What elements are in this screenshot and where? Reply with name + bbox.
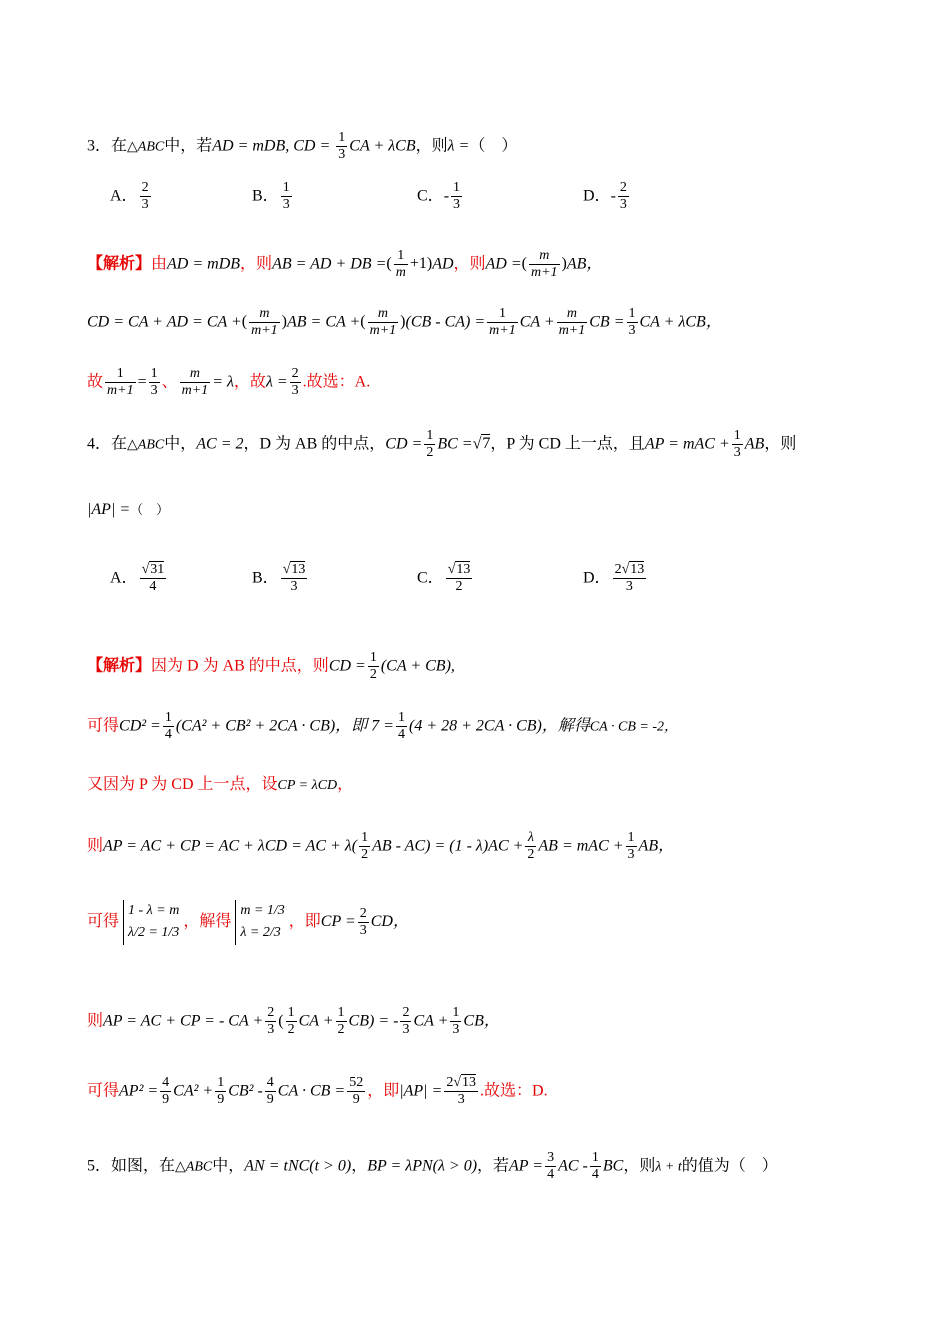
- q3-stem: 3．在△ABC中，若AD = mDB, CD = $\frac{1}{3}$ CA + λCB，则λ =（ ）: [87, 130, 518, 163]
- q3-solution-line1: 【解析】由AD = mDB，则AB = AD + DB =( $\frac{1}{m}$ +1)AD，则AD =( $\frac{m}{m+1}$ )AB，: [87, 248, 603, 281]
- q3-option-c[interactable]: C．- $\frac{1}{3}$: [417, 180, 461, 213]
- q4-solution-line6: 则AP = AC + CP = - CA + $\frac{2}{3}$ ( $\frac{1}{2}$ CA + $\frac{1}{2}$ CB) = - $\frac{2}{3}$ CA + $\frac{1}{3}$ CB，: [87, 1005, 500, 1038]
- system-brace: 1 - λ = m λ/2 = 1/3: [123, 900, 179, 945]
- q3-option-d[interactable]: D．- $\frac{2}{3}$: [583, 180, 627, 213]
- q5-stem: 5．如图，在△ABC中，AN = tNC(t > 0)，BP = λPN(λ > 0)，若AP = $\frac{3}{4}$ AC - $\frac{1}{4}$ BC，则λ + t的值为（ ）: [87, 1150, 778, 1183]
- q3-option-a[interactable]: A． $\frac{2}{3}$: [110, 180, 149, 213]
- q4-option-b[interactable]: B． $\frac{√13}{3}$: [252, 562, 306, 595]
- q3-option-b[interactable]: B． $\frac{1}{3}$: [252, 180, 290, 213]
- q4-solution-line7: 可得AP² = $\frac{4}{9}$ CA² + $\frac{1}{9}$ CB² - $\frac{4}{9}$ CA · CB = $\frac{52}{9}$ ，即|AP| = $\frac{2√13}{3}$ .故选：D.: [87, 1075, 548, 1108]
- q4-solution-line1: 【解析】因为 D 为 AB 的中点，则CD = $\frac{1}{2}$ (CA + CB),: [87, 650, 455, 683]
- q3-solution-line2: CD = CA + AD = CA +( $\frac{m}{m+1}$ )AB = CA +( $\frac{m}{m+1}$ )(CB - CA) = $\frac{1}{m+1}$ CA + $\frac{m}{m+1}$ CB = $\frac{1}{3}$ CA + λCB，: [87, 306, 722, 339]
- q4-stem: 4．在△ABC中，AC = 2，D 为 AB 的中点，CD = $\frac{1}{2}$ BC =√7，P 为 CD 上一点，且AP = mAC + $\frac{1}{3}$ AB，则: [87, 428, 797, 461]
- q3-solution-line3: 故 $\frac{1}{m+1}$ = $\frac{1}{3}$ 、 $\frac{m}{m+1}$ = λ，故λ = $\frac{2}{3}$ .故选：A.: [87, 366, 371, 399]
- q4-option-c[interactable]: C． $\frac{√13}{2}$: [417, 562, 471, 595]
- solution-brace: m = 1/3 λ = 2/3: [235, 900, 284, 945]
- q4-option-a[interactable]: A． $\frac{√31}{4}$: [110, 562, 165, 595]
- q4-option-d[interactable]: D． $\frac{2√13}{3}$: [583, 562, 645, 595]
- q4-solution-line5: 可得 1 - λ = m λ/2 = 1/3 ，解得 m = 1/3 λ = 2/3 ，即CP = $\frac{2}{3}$ CD，: [87, 900, 409, 945]
- q4-solution-line2: 可得CD² = $\frac{1}{4}$ (CA² + CB² + 2CA · CB)，即 7 = $\frac{1}{4}$ (4 + 28 + 2CA · CB)，解得CA · CB = -2，: [87, 710, 678, 743]
- q4-stem-line2: |AP| =（ ）: [87, 501, 170, 518]
- q3-frac: $\frac{1}{3}$: [338, 130, 346, 163]
- q4-solution-line3: 又因为 P 为 CD 上一点，设CP = λCD，: [87, 776, 354, 793]
- q4-solution-line4: 则AP = AC + CP = AC + λCD = AC + λ( $\frac{1}{2}$ AB - AC) = (1 - λ)AC + $\frac{\lambda}{2}$ AB = mAC + $\frac{1}{3}$ AB，: [87, 830, 675, 863]
